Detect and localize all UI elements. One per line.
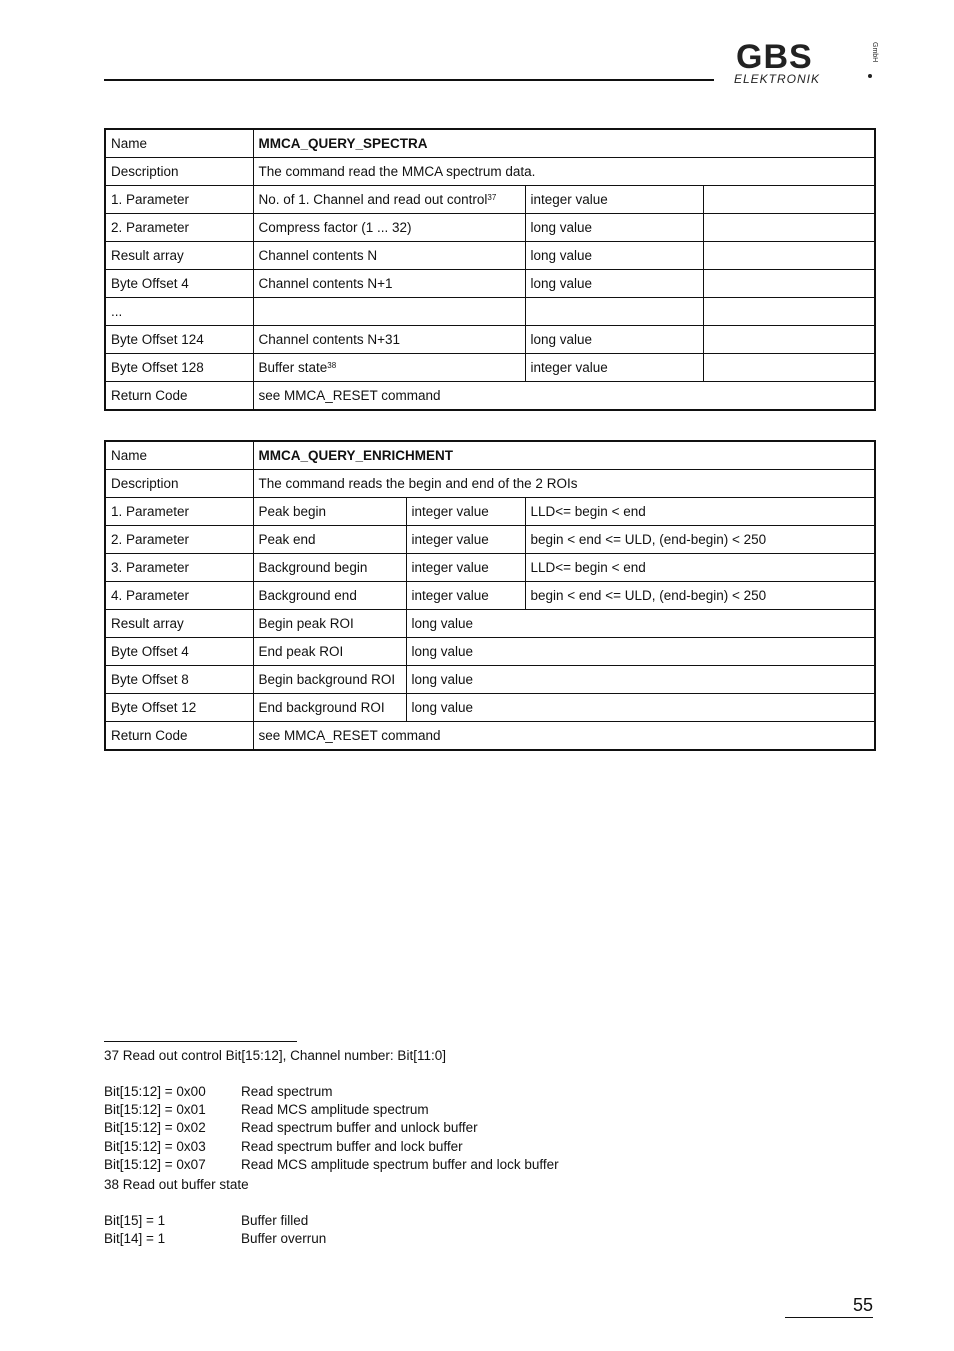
row-type: long value <box>525 242 703 270</box>
name-label: Name <box>105 129 253 158</box>
footnote-rule <box>104 1041 297 1042</box>
table-row <box>105 666 875 694</box>
logo-main-text: GBS <box>736 38 813 76</box>
row-empty <box>703 214 875 242</box>
row-type: integer value <box>406 526 525 554</box>
row-label: 1. Parameter <box>105 498 253 526</box>
bit-value: Read spectrum buffer and unlock buffer <box>241 1120 478 1135</box>
bit-key: Bit[15:12] = 0x03 <box>104 1139 206 1154</box>
row-content: Background end <box>253 582 406 610</box>
row-type: long value <box>406 666 875 694</box>
row-label: 1. Parameter <box>105 186 253 214</box>
row-constraint: begin < end <= ULD, (end-begin) < 250 <box>525 526 875 554</box>
page-number: 55 <box>852 1295 873 1315</box>
logo-gmbh-text: GmbH <box>871 42 878 63</box>
row-empty <box>703 326 875 354</box>
description-label: Description <box>105 470 253 498</box>
bit-value: Read MCS amplitude spectrum <box>241 1102 429 1117</box>
table-row <box>105 722 875 751</box>
command-name: MMCA_QUERY_SPECTRA <box>253 129 875 158</box>
company-logo <box>734 40 884 86</box>
row-type: integer value <box>525 354 703 382</box>
row-content: Background begin <box>253 554 406 582</box>
table-row <box>105 326 875 354</box>
row-content: Compress factor (1 ... 32) <box>253 214 525 242</box>
table-row <box>105 498 875 526</box>
footnote-38-row <box>104 1212 308 1230</box>
name-label: Name <box>105 441 253 470</box>
footnote-ref[interactable]: 37 <box>487 193 497 202</box>
table-row <box>105 298 875 326</box>
row-type: long value <box>525 326 703 354</box>
page-number-rule <box>785 1317 873 1318</box>
footnote-37-title: 37 Read out control Bit[15:12], Channel number: Bit[11:0] <box>104 1048 446 1063</box>
bit-key: Bit[15:12] = 0x02 <box>104 1120 206 1135</box>
bit-key: Bit[15:12] = 0x00 <box>104 1084 206 1099</box>
bit-value: Buffer overrun <box>241 1231 327 1246</box>
table-row <box>105 129 875 158</box>
row-label: Result array <box>105 610 253 638</box>
row-empty <box>703 242 875 270</box>
bit-key: Bit[15:12] = 0x07 <box>104 1157 206 1172</box>
bit-value: Buffer filled <box>241 1213 309 1228</box>
row-content: Peak begin <box>253 498 406 526</box>
bit-key: Bit[14] = 1 <box>104 1231 166 1246</box>
row-label: Byte Offset 12 <box>105 694 253 722</box>
row-label: ... <box>105 298 253 326</box>
row-type <box>525 298 703 326</box>
row-constraint: LLD<= begin < end <box>525 498 875 526</box>
row-constraint: LLD<= begin < end <box>525 554 875 582</box>
row-label: Byte Offset 4 <box>105 270 253 298</box>
table-row <box>105 214 875 242</box>
row-content: End background ROI <box>253 694 406 722</box>
row-type: long value <box>525 270 703 298</box>
row-type: integer value <box>406 498 525 526</box>
bit-value: Read MCS amplitude spectrum buffer and lock buffer <box>241 1157 559 1172</box>
footnote-37-row <box>104 1119 478 1137</box>
logo-sub-text: ELEKTRONIK <box>734 72 821 86</box>
return-code-label: Return Code <box>105 722 253 751</box>
return-code-label: Return Code <box>105 382 253 411</box>
header-rule <box>104 79 714 81</box>
table-row <box>105 554 875 582</box>
footnote-ref[interactable]: 38 <box>327 361 337 370</box>
row-type: long value <box>406 638 875 666</box>
description-value: The command reads the begin and end of the 2 ROIs <box>253 470 875 498</box>
row-type: long value <box>406 694 875 722</box>
row-label: Byte Offset 8 <box>105 666 253 694</box>
table-row <box>105 242 875 270</box>
command-name: MMCA_QUERY_ENRICHMENT <box>253 441 875 470</box>
table-row <box>105 186 875 214</box>
row-type: long value <box>406 610 875 638</box>
row-empty <box>703 298 875 326</box>
table-row <box>105 270 875 298</box>
row-content <box>253 298 525 326</box>
row-content: Channel contents N+1 <box>253 270 525 298</box>
row-label: Byte Offset 124 <box>105 326 253 354</box>
table-row <box>105 158 875 186</box>
logo-dot <box>868 74 872 78</box>
footnote-37-row <box>104 1101 429 1119</box>
row-content: No. of 1. Channel and read out control$^{37}$ <box>253 186 525 214</box>
row-content: Channel contents N <box>253 242 525 270</box>
footnote-38-row <box>104 1230 326 1248</box>
row-constraint: begin < end <= ULD, (end-begin) < 250 <box>525 582 875 610</box>
mmca-query-spectra-table <box>104 128 876 411</box>
table-row <box>105 470 875 498</box>
footnote-37-row <box>104 1156 559 1174</box>
row-type: integer value <box>525 186 703 214</box>
row-label: Result array <box>105 242 253 270</box>
row-label: 4. Parameter <box>105 582 253 610</box>
table-row <box>105 354 875 382</box>
description-value: The command read the MMCA spectrum data. <box>253 158 875 186</box>
row-label: 3. Parameter <box>105 554 253 582</box>
row-label: Byte Offset 4 <box>105 638 253 666</box>
row-label: 2. Parameter <box>105 214 253 242</box>
return-code-value: see MMCA_RESET command <box>253 722 875 751</box>
row-content: Channel contents N+31 <box>253 326 525 354</box>
footnote-37-row <box>104 1083 333 1101</box>
row-type: long value <box>525 214 703 242</box>
footnote-37-row <box>104 1138 463 1156</box>
row-empty <box>703 270 875 298</box>
bit-value: Read spectrum <box>241 1084 333 1099</box>
table-row <box>105 638 875 666</box>
footnote-38-title: 38 Read out buffer state <box>104 1177 249 1192</box>
row-content: End peak ROI <box>253 638 406 666</box>
bit-value: Read spectrum buffer and lock buffer <box>241 1139 463 1154</box>
row-type: integer value <box>406 554 525 582</box>
table-row <box>105 526 875 554</box>
table-row <box>105 694 875 722</box>
table-row <box>105 582 875 610</box>
table-row <box>105 441 875 470</box>
row-content: Begin peak ROI <box>253 610 406 638</box>
description-label: Description <box>105 158 253 186</box>
bit-key: Bit[15] = 1 <box>104 1213 166 1228</box>
row-label: 2. Parameter <box>105 526 253 554</box>
mmca-query-enrichment-table <box>104 440 876 751</box>
row-empty <box>703 354 875 382</box>
row-empty <box>703 186 875 214</box>
row-content: Peak end <box>253 526 406 554</box>
return-code-value: see MMCA_RESET command <box>253 382 875 411</box>
row-type: integer value <box>406 582 525 610</box>
row-content: Begin background ROI <box>253 666 406 694</box>
bit-key: Bit[15:12] = 0x01 <box>104 1102 206 1117</box>
table-row <box>105 382 875 411</box>
row-label: Byte Offset 128 <box>105 354 253 382</box>
table-row <box>105 610 875 638</box>
row-content: Buffer state$^{38}$ <box>253 354 525 382</box>
